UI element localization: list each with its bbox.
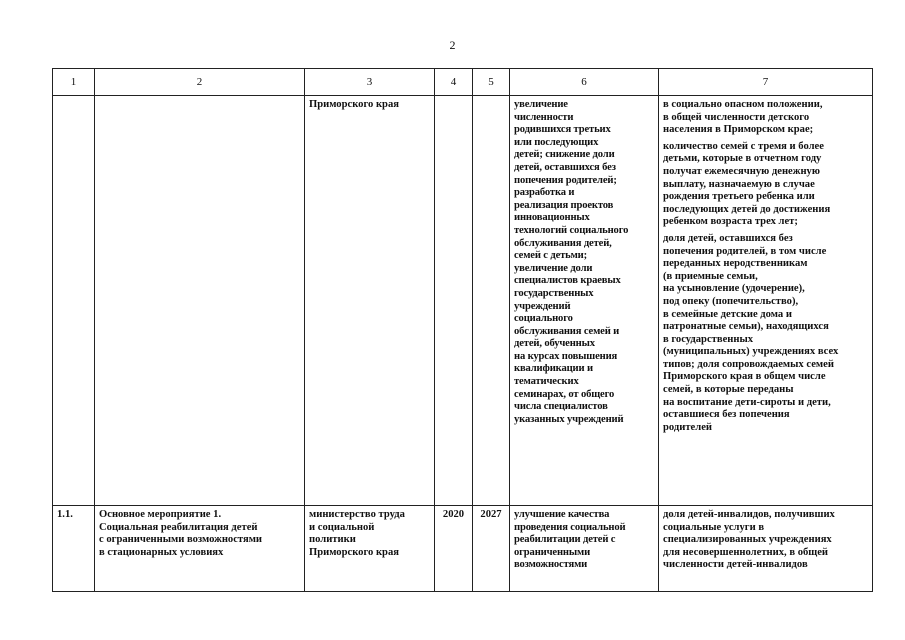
end-year-cell — [473, 506, 510, 592]
indicator-paragraph: в социально опасном положении, в общей численности детского населения в Приморском крае; — [663, 99, 823, 136]
end-year-cell — [473, 96, 510, 506]
table-header-row — [53, 69, 873, 96]
program-table — [52, 68, 873, 592]
measure-cell — [95, 506, 305, 592]
start-year: 2020 — [442, 509, 465, 520]
expected-result: улучшение качества проведения социальной реабилитации детей с ограниченными возможностями — [514, 509, 626, 571]
table-row — [53, 96, 873, 506]
header-cell-1: 1 — [53, 69, 95, 96]
measure-cell — [95, 96, 305, 506]
start-year-cell — [435, 96, 473, 506]
header-cell-5: 5 — [473, 69, 510, 96]
end-year: 2027 — [480, 509, 502, 520]
page-number: 2 — [449, 38, 456, 52]
indicator-cell — [659, 506, 873, 592]
header-cell-3: 3 — [305, 69, 435, 96]
executor: Приморского края — [309, 99, 399, 110]
indicator-paragraph: количество семей с тремя и более детьми, которые в отчетном году получат ежемесячную денежную выплату, назначаемую в случае рождения третьего ребенка или последующих детей до достижения ребенком возраста трех лет; — [663, 140, 831, 228]
executor-cell — [305, 506, 435, 592]
expected-result: увеличение численности родившихся третьих или последующих детей; снижение доли детей, оставшихся без попечения родителей; разработка и реализация проектов инновационных технологий социального обслуживания детей, семей с детьми; увеличение доли специалистов краевых государственных учреждений социального обслуживания семей и детей, обученных на курсах повышения квалификации и тематических семинарах, от общего числа специалистов указанных учреждений — [514, 99, 629, 425]
executor: министерство труда и социальной политики Приморского края — [309, 509, 405, 558]
indicator-paragraph: доля детей, оставшихся без попечения родителей, в том числе переданных неродственникам (в приемные семьи, на усыновление (удочерение), под опеку (попечительство), в семейные детские дома и патронатные семьи), находящихся в государственных (муниципальных) учреждениях всех типов; доля сопровождаемых семей Приморского края в общем числе семей, в которые переданы на воспитание дети-сироты и дети, оставшиеся без попечения родителей — [663, 232, 839, 433]
expected-result-cell — [510, 506, 659, 592]
header-cell-7: 7 — [659, 69, 873, 96]
row-number-cell — [53, 96, 95, 506]
row-number-cell — [53, 506, 95, 592]
indicator-paragraph: доля детей-инвалидов, получивших социальные услуги в специализированных учреждениях для несовершеннолетних, в общей численности детей-инвалидов — [663, 509, 835, 571]
measure-name: Основное мероприятие 1. Социальная реабилитация детей с ограниченными возможностями в стационарных условиях — [99, 509, 263, 558]
row-number: 1.1. — [57, 509, 73, 520]
indicator-cell — [659, 96, 873, 506]
header-cell-6: 6 — [510, 69, 659, 96]
executor-cell — [305, 96, 435, 506]
header-cell-4: 4 — [435, 69, 473, 96]
header-cell-2: 2 — [95, 69, 305, 96]
expected-result-cell — [510, 96, 659, 506]
table-row — [53, 506, 873, 592]
start-year-cell — [435, 506, 473, 592]
